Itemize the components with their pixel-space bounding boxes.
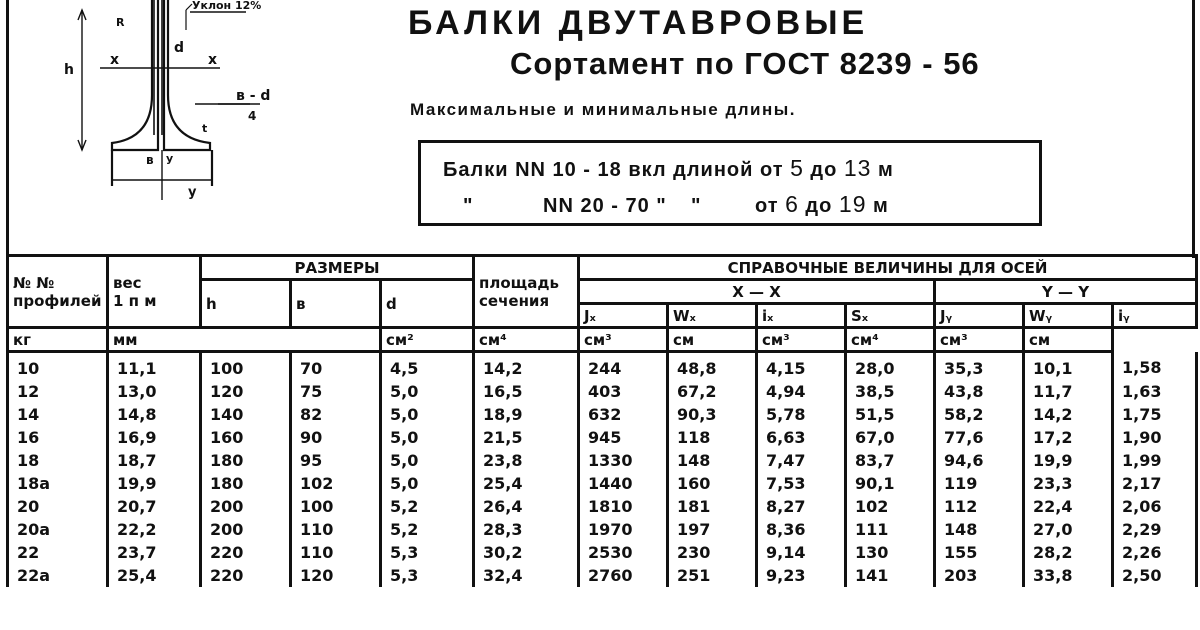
table-body — [8, 352, 1197, 588]
page-title: БАЛКИ ДВУТАВРОВЫЕ — [408, 4, 869, 42]
col-header-wx: Wₓ — [668, 304, 757, 328]
cell-wx: 118 — [668, 426, 757, 449]
cell-sx: 90,1 — [846, 472, 935, 495]
cell-iy: 2,50 — [1113, 564, 1197, 587]
cell-b: 82 — [291, 403, 381, 426]
cell-wx: 230 — [668, 541, 757, 564]
cell-b: 120 — [291, 564, 381, 587]
cell-b: 100 — [291, 495, 381, 518]
beam-specification-table — [6, 254, 1198, 587]
cell-ix: 9,23 — [757, 564, 846, 587]
cell-b: 90 — [291, 426, 381, 449]
cell-jx: 244 — [579, 352, 668, 381]
cell-iy: 2,17 — [1113, 472, 1197, 495]
unit-iy: см — [1024, 328, 1113, 352]
frame-left-border — [6, 0, 9, 258]
cell-jx: 403 — [579, 380, 668, 403]
cell-sx: 83,7 — [846, 449, 935, 472]
cell-b: 75 — [291, 380, 381, 403]
table-row — [8, 403, 1197, 426]
cell-wx: 181 — [668, 495, 757, 518]
unit-wx: см³ — [579, 328, 668, 352]
cell-jy: 203 — [935, 564, 1024, 587]
cell-weight: 13,0 — [108, 380, 201, 403]
cell-area: 28,3 — [474, 518, 579, 541]
col-header-d: d — [381, 280, 474, 328]
cell-iy: 2,06 — [1113, 495, 1197, 518]
length-row-2-ditto-1: " — [463, 195, 474, 217]
cell-profile: 12 — [8, 380, 108, 403]
cell-area: 14,2 — [474, 352, 579, 381]
cell-b: 70 — [291, 352, 381, 381]
unit-sx: см³ — [757, 328, 846, 352]
cell-jy: 43,8 — [935, 380, 1024, 403]
axis-x-right-label: x — [208, 52, 218, 68]
cell-wx: 67,2 — [668, 380, 757, 403]
cell-wx: 160 — [668, 472, 757, 495]
cell-ix: 7,47 — [757, 449, 846, 472]
cell-sx: 130 — [846, 541, 935, 564]
cell-ix: 6,63 — [757, 426, 846, 449]
cell-d: 5,0 — [381, 403, 474, 426]
cell-profile: 22а — [8, 564, 108, 587]
cell-sx: 38,5 — [846, 380, 935, 403]
cell-wy: 28,2 — [1024, 541, 1113, 564]
cell-jx: 1970 — [579, 518, 668, 541]
cell-jy: 58,2 — [935, 403, 1024, 426]
cell-h: 200 — [201, 518, 291, 541]
col-header-jy: Jᵧ — [935, 304, 1024, 328]
cell-d: 5,3 — [381, 564, 474, 587]
slope-label: Уклон 12% — [192, 0, 262, 12]
cell-wy: 19,9 — [1024, 449, 1113, 472]
cell-ix: 7,53 — [757, 472, 846, 495]
table-row — [8, 495, 1197, 518]
cell-wy: 10,1 — [1024, 352, 1113, 381]
cell-weight: 19,9 — [108, 472, 201, 495]
lengths-subtitle: Максимальные и минимальные длины. — [410, 100, 797, 119]
table-row — [8, 380, 1197, 403]
cell-d: 4,5 — [381, 352, 474, 381]
cell-sx: 51,5 — [846, 403, 935, 426]
cell-d: 5,0 — [381, 472, 474, 495]
cell-sx: 67,0 — [846, 426, 935, 449]
cell-weight: 18,7 — [108, 449, 201, 472]
length-row-1-text: Балки NN 10 - 18 вкл длиной от — [443, 159, 791, 181]
cell-jx: 1440 — [579, 472, 668, 495]
cell-iy: 1,63 — [1113, 380, 1197, 403]
cell-b: 110 — [291, 518, 381, 541]
cell-sx: 28,0 — [846, 352, 935, 381]
cell-ix: 8,36 — [757, 518, 846, 541]
cell-area: 16,5 — [474, 380, 579, 403]
length-row-2-to: 19 — [838, 191, 867, 217]
cell-b: 110 — [291, 541, 381, 564]
unit-jx: см⁴ — [474, 328, 579, 352]
cell-area: 21,5 — [474, 426, 579, 449]
length-row-2-unit: м — [866, 195, 889, 217]
col-header-area — [474, 256, 579, 328]
col-header-iy: iᵧ — [1113, 304, 1197, 328]
cell-ix: 4,15 — [757, 352, 846, 381]
cell-jx: 945 — [579, 426, 668, 449]
cell-area: 32,4 — [474, 564, 579, 587]
cell-profile: 20а — [8, 518, 108, 541]
cell-wy: 11,7 — [1024, 380, 1113, 403]
length-row-1-to: 13 — [843, 155, 872, 181]
length-ranges-box — [418, 140, 1042, 226]
length-row-1-mid: до — [803, 159, 844, 181]
col-header-area-line-2: сечения — [479, 291, 550, 310]
cell-profile: 14 — [8, 403, 108, 426]
frame-right-border — [1192, 0, 1195, 258]
cell-profile: 18а — [8, 472, 108, 495]
length-row-1-unit: м — [871, 159, 894, 181]
table-row — [8, 564, 1197, 587]
col-header-sx: Sₓ — [846, 304, 935, 328]
cell-iy: 1,58 — [1113, 352, 1197, 381]
col-header-profile-line-2: профилей — [13, 291, 102, 310]
cell-d: 5,2 — [381, 518, 474, 541]
col-group-reference-values: СПРАВОЧНЫЕ ВЕЛИЧИНЫ ДЛЯ ОСЕЙ — [579, 256, 1197, 280]
cell-weight: 11,1 — [108, 352, 201, 381]
flange-formula-bottom: 4 — [248, 109, 257, 123]
flange-formula-top: в - d — [236, 88, 271, 104]
cell-h: 220 — [201, 564, 291, 587]
cell-area: 23,8 — [474, 449, 579, 472]
cell-d: 5,0 — [381, 426, 474, 449]
cell-profile: 16 — [8, 426, 108, 449]
cell-wx: 90,3 — [668, 403, 757, 426]
col-header-profile-line-1: № № — [13, 273, 55, 292]
cell-wy: 23,3 — [1024, 472, 1113, 495]
length-range-row-2 — [463, 191, 889, 218]
cell-sx: 141 — [846, 564, 935, 587]
cell-ix: 4,94 — [757, 380, 846, 403]
table-row — [8, 541, 1197, 564]
col-header-area-line-1: площадь — [479, 273, 559, 292]
cell-jy: 148 — [935, 518, 1024, 541]
table-row — [8, 472, 1197, 495]
cell-jx: 1330 — [579, 449, 668, 472]
cell-profile: 10 — [8, 352, 108, 381]
length-row-2-from: 6 — [785, 191, 799, 217]
cell-h: 140 — [201, 403, 291, 426]
radius-label: R — [116, 16, 125, 29]
cell-h: 160 — [201, 426, 291, 449]
axis-y-bottom-label: y — [188, 185, 197, 200]
table-row — [8, 352, 1197, 381]
cell-jy: 35,3 — [935, 352, 1024, 381]
cell-wy: 14,2 — [1024, 403, 1113, 426]
cell-jy: 77,6 — [935, 426, 1024, 449]
col-header-h: h — [201, 280, 291, 328]
cell-profile: 20 — [8, 495, 108, 518]
axis-x-left-label: x — [110, 52, 120, 68]
col-header-weight-line-1: вес — [113, 273, 142, 292]
cell-wy: 33,8 — [1024, 564, 1113, 587]
unit-wy: см³ — [935, 328, 1024, 352]
cell-jy: 155 — [935, 541, 1024, 564]
cell-h: 220 — [201, 541, 291, 564]
cell-wx: 48,8 — [668, 352, 757, 381]
cell-area: 30,2 — [474, 541, 579, 564]
cell-h: 180 — [201, 449, 291, 472]
col-header-ix: iₓ — [757, 304, 846, 328]
cell-wy: 22,4 — [1024, 495, 1113, 518]
i-beam-cross-section-drawing — [40, 0, 340, 215]
col-header-weight — [108, 256, 201, 328]
col-header-b: в — [291, 280, 381, 328]
cell-jx: 632 — [579, 403, 668, 426]
cell-weight: 25,4 — [108, 564, 201, 587]
cell-iy: 1,99 — [1113, 449, 1197, 472]
cell-weight: 20,7 — [108, 495, 201, 518]
table-row — [8, 518, 1197, 541]
cell-wx: 197 — [668, 518, 757, 541]
cell-b: 95 — [291, 449, 381, 472]
length-row-2-text: от — [755, 195, 786, 217]
cell-sx: 111 — [846, 518, 935, 541]
col-header-profile — [8, 256, 108, 328]
length-row-1-from: 5 — [790, 155, 804, 181]
web-thickness-label: d — [174, 40, 185, 56]
cell-h: 120 — [201, 380, 291, 403]
cell-iy: 2,26 — [1113, 541, 1197, 564]
col-group-axis-x: X — X — [579, 280, 935, 304]
cell-h: 100 — [201, 352, 291, 381]
height-label: h — [64, 62, 74, 78]
cell-jx: 2760 — [579, 564, 668, 587]
cell-sx: 102 — [846, 495, 935, 518]
unit-ix: см — [668, 328, 757, 352]
cell-area: 26,4 — [474, 495, 579, 518]
cell-iy: 2,29 — [1113, 518, 1197, 541]
length-row-2-ditto-2: " — [691, 195, 702, 217]
cell-d: 5,0 — [381, 449, 474, 472]
col-header-jx: Jₓ — [579, 304, 668, 328]
cell-h: 200 — [201, 495, 291, 518]
cell-jy: 119 — [935, 472, 1024, 495]
cell-ix: 5,78 — [757, 403, 846, 426]
cell-d: 5,3 — [381, 541, 474, 564]
cell-h: 180 — [201, 472, 291, 495]
cell-d: 5,2 — [381, 495, 474, 518]
cell-iy: 1,75 — [1113, 403, 1197, 426]
cell-weight: 14,8 — [108, 403, 201, 426]
cell-weight: 22,2 — [108, 518, 201, 541]
cell-b: 102 — [291, 472, 381, 495]
length-row-2-profiles: NN 20 - 70 " — [543, 195, 667, 217]
unit-area: см² — [381, 328, 474, 352]
unit-weight: кг — [8, 328, 108, 352]
cell-area: 18,9 — [474, 403, 579, 426]
gost-standard-title: Сортамент по ГОСТ 8239 - 56 — [510, 46, 980, 81]
length-row-2-mid: до — [798, 195, 839, 217]
cell-jy: 94,6 — [935, 449, 1024, 472]
table-row — [8, 426, 1197, 449]
cell-wy: 27,0 — [1024, 518, 1113, 541]
flange-thickness-label: t — [202, 122, 208, 135]
cell-jx: 2530 — [579, 541, 668, 564]
flange-width-label: в — [146, 153, 154, 167]
table-row — [8, 449, 1197, 472]
cell-profile: 18 — [8, 449, 108, 472]
cell-ix: 8,27 — [757, 495, 846, 518]
cell-ix: 9,14 — [757, 541, 846, 564]
cell-weight: 16,9 — [108, 426, 201, 449]
cell-wx: 251 — [668, 564, 757, 587]
cell-area: 25,4 — [474, 472, 579, 495]
cell-jx: 1810 — [579, 495, 668, 518]
cell-wx: 148 — [668, 449, 757, 472]
unit-dimensions: мм — [108, 328, 381, 352]
length-range-row-1 — [443, 155, 894, 182]
col-group-dimensions: РАЗМЕРЫ — [201, 256, 474, 280]
col-header-wy: Wᵧ — [1024, 304, 1113, 328]
cell-wy: 17,2 — [1024, 426, 1113, 449]
axis-y-top-label: y — [166, 152, 174, 165]
cell-iy: 1,90 — [1113, 426, 1197, 449]
col-group-axis-y: Y — Y — [935, 280, 1197, 304]
col-header-weight-line-2: 1 п м — [113, 291, 157, 310]
cell-weight: 23,7 — [108, 541, 201, 564]
cell-profile: 22 — [8, 541, 108, 564]
cell-jy: 112 — [935, 495, 1024, 518]
unit-jy: см⁴ — [846, 328, 935, 352]
cell-d: 5,0 — [381, 380, 474, 403]
